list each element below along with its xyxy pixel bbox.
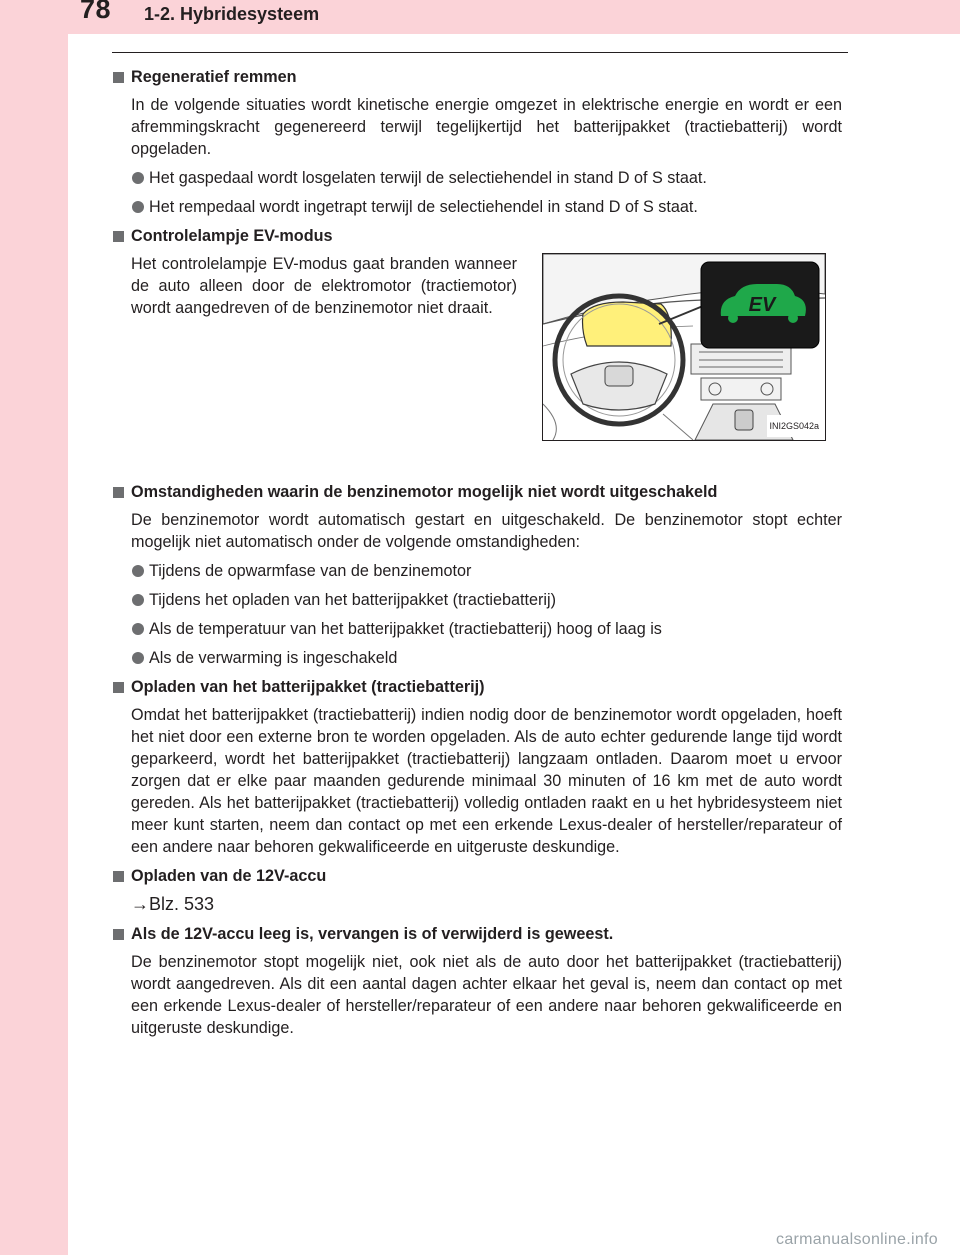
side-strip: [0, 0, 68, 1255]
heading-charge: [112, 676, 842, 698]
heading-stop: [112, 481, 842, 503]
watermark: carmanualsonline.info: [776, 1231, 938, 1248]
bullet-dot-icon: [132, 172, 144, 184]
bullet-text: Als de verwarming is ingeschakeld: [149, 649, 398, 667]
square-bullet-icon: [113, 487, 124, 498]
bullet-dot-icon: [132, 652, 144, 664]
heading-accu-empty-text: Als de 12V-accu leeg is, vervangen is of verwijderd is geweest.: [131, 925, 614, 943]
ev-block: [112, 253, 842, 475]
heading-accu: [112, 865, 842, 887]
heading-ev: [112, 225, 842, 247]
bullet-item: [112, 167, 842, 189]
bullet-dot-icon: [132, 201, 144, 213]
header-rule: [112, 52, 848, 53]
bullet-dot-icon: [132, 565, 144, 577]
bullet-text: Het gaspedaal wordt losgelaten terwijl de selectiehendel in stand D of S staat.: [149, 169, 707, 187]
bullet-item: [112, 618, 842, 640]
charge-text: Omdat het batterijpakket (tractiebatterij) indien nodig door de benzinemotor wordt opgeladen, hoeft het niet door een externe bron te worden opgeladen. Als de auto echter gedurende lange tijd wordt geparkeerd, wordt het batterijpakket (tractiebatterij) langzaam ontladen. Daarom moet u ervoor zorgen dat er elke paar maanden gedurende minimaal 30 minuten of 16 km met de auto wordt gereden. Als het batterijpakket (tractiebatterij) volledig ontladen raakt en u het hybridesysteem niet meer kunt starten, neem dan contact op met een erkende Lexus-dealer of hersteller/reparateur of een andere naar behoren gekwalificeerde en uitgeruste deskundige.: [131, 706, 842, 856]
stop-text: De benzinemotor wordt automatisch gestart en uitgeschakeld. De benzinemotor stopt echter mogelijk niet automatisch onder de volgende omstandigheden:: [131, 511, 842, 551]
bullet-item: [112, 196, 842, 218]
dashboard-illustration: [542, 253, 826, 441]
heading-charge-text: Opladen van het batterijpakket (tractiebatterij): [131, 678, 485, 696]
heading-regen-text: Regeneratief remmen: [131, 68, 297, 86]
square-bullet-icon: [113, 871, 124, 882]
bullet-item: [112, 589, 842, 611]
square-bullet-icon: [113, 72, 124, 83]
regen-text: In de volgende situaties wordt kinetische energie omgezet in elektrische energie en wordt er een afremmingskracht gegenereerd terwijl tegelijkertijd het batterijpakket (tractiebatterij) wordt opgeladen.: [131, 96, 842, 158]
page-content: [112, 66, 842, 1046]
square-bullet-icon: [113, 929, 124, 940]
dashboard-drawing: [543, 254, 825, 440]
bullet-dot-icon: [132, 594, 144, 606]
figure-code: INI2GS042a: [767, 415, 821, 437]
heading-ev-text: Controlelampje EV-modus: [131, 227, 333, 245]
ev-text: Het controlelampje EV-modus gaat branden wanneer de auto alleen door de elektromotor (tractiemotor) wordt aangedreven of de benzinemotor niet draait.: [131, 255, 517, 317]
page-reference-link[interactable]: →Blz. 533: [131, 894, 215, 914]
bullet-item: [112, 647, 842, 669]
heading-stop-text: Omstandigheden waarin de benzinemotor mogelijk niet wordt uitgeschakeld: [131, 483, 718, 501]
bullet-item: [112, 560, 842, 582]
heading-accu-empty: [112, 923, 842, 945]
ev-indicator-label: EV: [748, 294, 776, 316]
bullet-text: Tijdens het opladen van het batterijpakket (tractiebatterij): [149, 591, 557, 609]
heading-regen: [112, 66, 842, 88]
bullet-text: Als de temperatuur van het batterijpakket (tractiebatterij) hoog of laag is: [149, 620, 662, 638]
section-title: 1-2. Hybridesysteem: [144, 4, 320, 24]
square-bullet-icon: [113, 682, 124, 693]
bullet-dot-icon: [132, 623, 144, 635]
bullet-text: Tijdens de opwarmfase van de benzinemotor: [149, 562, 472, 580]
page-number: 78: [80, 0, 112, 24]
accu-empty-text: De benzinemotor stopt mogelijk niet, ook niet als de auto door het batterijpakket (tractiebatterij) wordt aangedreven. Als dit een aantal dagen achter elkaar het geval is, neem dan contact op met een erkende Lexus-dealer of hersteller/reparateur of een andere naar behoren gekwalificeerde en uitgeruste deskundige.: [131, 953, 842, 1037]
bullet-text: Het rempedaal wordt ingetrapt terwijl de selectiehendel in stand D of S staat.: [149, 198, 698, 216]
heading-accu-text: Opladen van de 12V-accu: [131, 867, 327, 885]
square-bullet-icon: [113, 231, 124, 242]
